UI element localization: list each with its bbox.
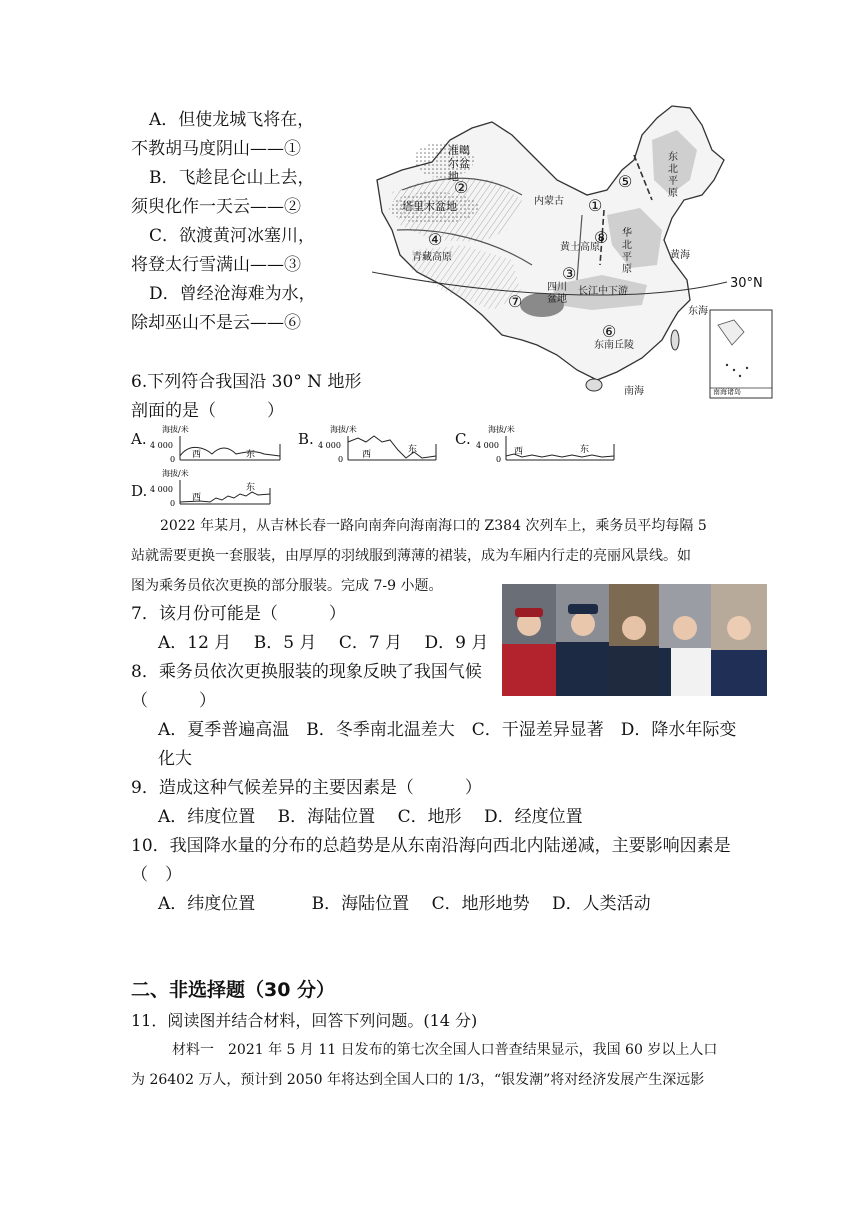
photo-navy-uniform — [556, 584, 609, 696]
q10-stem: 10．我国降水量的分布的总趋势是从东南沿海向西北内陆递减，主要影响因素是 — [131, 836, 731, 856]
profile-c — [476, 424, 616, 464]
marker-8: ⑧ — [594, 228, 609, 247]
section-title: 二、非选择题（30 分） — [131, 979, 336, 1001]
profile-d-letter: D. — [131, 482, 148, 500]
marker-2: ② — [454, 178, 469, 197]
option-c-line2: 将登太行雪满山——③ — [131, 255, 301, 275]
profile-c-east: 东 — [580, 445, 590, 455]
profile-b — [318, 424, 438, 464]
passage-line1: 2022 年某月，从吉林长春一路向南奔向海南海口的 Z384 次列车上，乘务员平均每隔 5 — [160, 518, 707, 534]
profile-b-west: 西 — [362, 450, 372, 460]
profile-c-west: 西 — [514, 447, 524, 457]
label-junggar: 准噶尔盆地 — [448, 144, 470, 183]
profile-a-west: 西 — [192, 450, 202, 460]
passage-line3: 图为乘务员依次更换的部分服装。完成 7-9 小题。 — [131, 578, 443, 594]
material1-line2: 为 26402 万人，预计到 2050 年将达到全国人口的 1/3，“银发潮”将对经济发展产生深远影 — [131, 1072, 705, 1088]
profile-a-tick-zero: 0 — [170, 455, 176, 464]
label-huanghai: 黄海 — [670, 250, 690, 261]
label-inset: 南海诸岛 — [713, 388, 741, 396]
q8-options-line1: A．夏季普遍高温 B．冬季南北温差大 C．干湿差异显著 D．降水年际变 — [158, 720, 737, 740]
marker-3: ③ — [562, 264, 577, 283]
profile-b-tick-zero: 0 — [338, 455, 344, 464]
material1-line1: 材料一 2021 年 5 月 11 日发布的第七次全国人口普查结果显示，我国 60 岁以上人口 — [172, 1042, 718, 1058]
label-qinghai-tibet: 青藏高原 — [412, 252, 452, 263]
profile-c-tick-zero: 0 — [496, 455, 502, 464]
q8-paren: （ ） — [131, 691, 216, 711]
q7-stem: 7．该月份可能是（ ） — [131, 604, 346, 624]
marker-7: ⑦ — [508, 292, 523, 311]
marker-5: ⑤ — [618, 172, 633, 191]
q10-options: A．纬度位置 B．海陆位置 C．地形地势 D．人类活动 — [158, 894, 651, 914]
profile-b-east: 东 — [408, 445, 418, 455]
profile-d — [150, 468, 272, 508]
option-a-line1: A．但使龙城飞将在， — [149, 110, 315, 130]
label-nanhai: 南海 — [624, 386, 644, 397]
profile-d-tick-zero: 0 — [170, 499, 176, 508]
china-terrain-map — [372, 100, 777, 400]
photo-red-coat — [502, 584, 556, 696]
q10-paren: （ ） — [131, 865, 182, 885]
profile-a-tick-top: 4 000 — [150, 441, 173, 450]
profile-a-axis-label: 海拔/米 — [162, 425, 189, 434]
label-loess: 黄土高原 — [560, 242, 600, 253]
q9-stem: 9．造成这种气候差异的主要因素是（ ） — [131, 778, 482, 798]
photo-dark-uniform — [609, 584, 659, 696]
option-d-line2: 除却巫山不是云——⑥ — [131, 313, 301, 333]
label-changjiang: 长江中下游 — [578, 286, 628, 297]
marker-6: ⑥ — [602, 322, 617, 341]
label-inner-mongolia: 内蒙古 — [534, 196, 564, 207]
photo-white-shirt — [659, 584, 711, 696]
label-dongbei: 东北平原 — [668, 152, 678, 199]
profile-b-letter: B. — [298, 430, 314, 448]
profile-d-tick-top: 4 000 — [150, 485, 173, 494]
marker-1: ① — [588, 196, 603, 215]
profile-c-letter: C. — [455, 430, 471, 448]
q7-options: A．12 月 B．5 月 C．7 月 D．9 月 — [158, 633, 489, 653]
profile-a — [150, 424, 282, 464]
label-huabei: 华北平原 — [622, 228, 632, 275]
profile-d-west: 西 — [192, 493, 202, 503]
option-d-line1: D．曾经沧海难为水， — [149, 284, 316, 304]
q9-options: A．纬度位置 B．海陆位置 C．地形 D．经度位置 — [158, 807, 583, 827]
q6-stem-line2: 剖面的是（ ） — [131, 401, 284, 421]
q11-stem: 11．阅读图并结合材料，回答下列问题。(14 分) — [131, 1011, 478, 1030]
q6-stem-line1: 6.下列符合我国沿 30° N 地形 — [131, 372, 362, 392]
option-b-line2: 须臾化作一天云——② — [131, 197, 301, 217]
passage-line2: 站就需要更换一套服装，由厚厚的羽绒服到薄薄的裙装，成为车厢内行走的亮丽风景线。如 — [131, 548, 691, 564]
profile-b-tick-top: 4 000 — [318, 441, 341, 450]
profile-c-axis-label: 海拔/米 — [488, 425, 515, 434]
option-c-line1: C．欲渡黄河冰塞川， — [149, 226, 316, 246]
q8-stem: 8．乘务员依次更换服装的现象反映了我国气候 — [131, 662, 482, 682]
profile-d-east: 东 — [246, 483, 256, 493]
photo-dress — [711, 584, 767, 696]
label-tarim: 塔里木盆地 — [402, 200, 457, 213]
profile-a-east: 东 — [246, 450, 256, 460]
label-donghai: 东海 — [688, 306, 708, 317]
option-a-line2: 不教胡马度阴山——① — [131, 139, 301, 159]
label-30n: 30°N — [730, 276, 763, 291]
q8-options-line2: 化大 — [158, 749, 192, 769]
marker-4: ④ — [428, 230, 443, 249]
label-sichuan: 四川盆地 — [547, 282, 567, 305]
profile-c-tick-top: 4 000 — [476, 441, 499, 450]
profile-a-letter: A. — [131, 430, 147, 448]
profile-b-axis-label: 海拔/米 — [330, 425, 357, 434]
label-dongnan: 东南丘陵 — [594, 340, 634, 351]
option-b-line1: B．飞趁昆仑山上去， — [149, 168, 315, 188]
profile-d-axis-label: 海拔/米 — [162, 469, 189, 478]
